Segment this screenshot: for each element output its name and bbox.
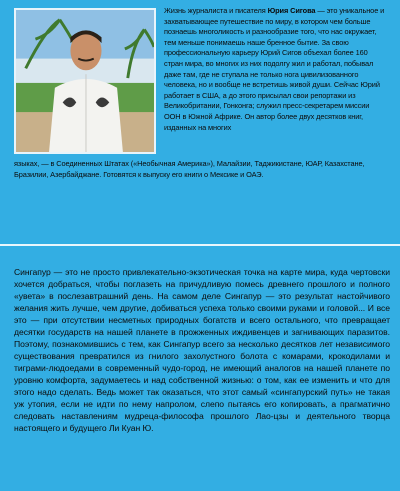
author-name: Юрия Сигова	[267, 6, 316, 15]
bio-main: — это уникальное и захватывающее путешествие по миру, в котором чем больше познаешь многоликость и разнообразие того, что нас окружает, тем меньше понимаешь наше бренное бытие. За свою профессиональную карьеру Юрий Сигов объехал более 160 стран мира, во многих из них подолгу жил и работал, побывал даже там, где не ступала не только нога цивилизованного человека, но и вообще не встретишь живой души. Сейчас Юрий работает в США, а до этого присылал свои репортажи из Великобритании, Гонконга; служил пресс-секретарем миссии ООН в Южной Африке. Он автор более двух десятков книг, изданных на многих	[164, 6, 385, 132]
author-bio	[164, 6, 386, 133]
author-photo	[14, 8, 156, 154]
bio-intro: Жизнь журналиста и писателя	[164, 6, 268, 15]
book-description: Сингапур — это не просто привлекательно-экзотическая точка на карте мира, куда чертовски хочется добраться, чтобы поглазеть на причудливую помесь древнего прошлого и полного «увета» в послезавтрашний день. На самом деле Сингапур — это результат настойчивого желания жить лучше, чем другие, добиваться успеха только своими руками и головой... И все это — при отсутствии несметных природных богатств и всего остального, что превращает десятки государств на нашей планете в прожженных иждивенцев и загнивающих паразитов. Поэтому, познакомившись с тем, как Сингапур всего за несколько десятков лет независимого существования превратился из гнилого захолустного болота с комарами, крокодилами и тиграми-людоедами в современный чудо-город, не имеющий аналогов на нашей планете по уровню комфорта, задумаетесь и над собственной жизнью: о том, как ее изменить и что для этого надо сделать. Ведь может так оказаться, что этот самый «сингапурский путь» не такая уж утопия, если не идти по нему напролом, слепо пытаясь его копировать, а прагматично следовать наставлениям мудреца-философа прошлого Лао-цзы и деятельного творца настоящего и будущего Ли Куан Ю.	[14, 267, 390, 433]
author-bio-continued: языках, — в Соединенных Штатах («Необычная Америка»), Малайзии, Таджикистане, ЮАР, Казахстане, Бразилии, Азербайджане. Готовятся к выпуску его книги о Мексике и ОАЭ.	[14, 159, 365, 179]
divider	[0, 244, 400, 246]
